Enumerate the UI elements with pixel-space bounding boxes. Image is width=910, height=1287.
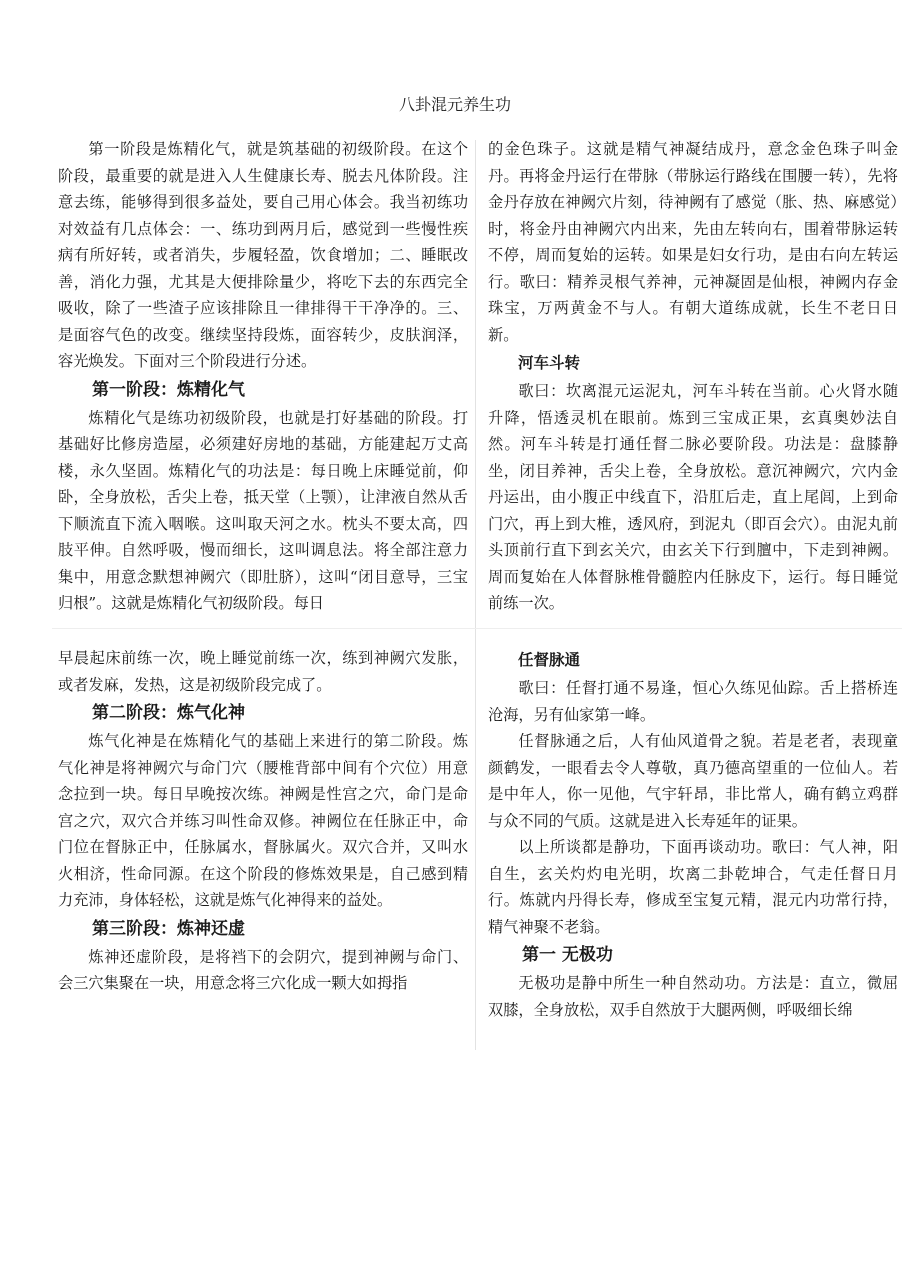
right-column-top: [488, 136, 898, 617]
stage-two-paragraph: 炼气化神是在炼精化气的基础上来进行的第二阶段。炼气化神是将神阙穴与命门穴（腰椎背部中间有个穴位）用意念拉到一块。每日早晚按次练。神阙是性宫之穴，命门是命宫之穴，双穴合并练习叫性命双修。神阙位在任脉正中，命门位在督脉正中，任脉属水，督脉属火。双穴合并，又叫水火相济，性命同源。在这个阶段的修炼效果是，自己感到精力充沛，身体轻松，这就是炼气化神得来的益处。: [58, 732, 468, 909]
dynamic-intro-paragraph: 以上所谈都是静功，下面再谈动功。歌曰：气人神，阳自生，玄关灼灼电光明，坎离二卦乾坤合，气走任督日月行。炼就内丹得长寿，修成至宝复元精，混元内功常行持，精气神聚不老翁。: [488, 838, 898, 936]
heading-ren-du: 任督脉通: [518, 650, 581, 669]
left-column-bottom: [58, 645, 468, 997]
left-column-top: [58, 136, 468, 617]
heading-stage-two: 第二阶段：炼气化神: [92, 703, 245, 723]
golden-pearl-paragraph: 的金色珠子。这就是精气神凝结成丹，意念金色珠子叫金丹。再将金丹运行在带脉（带脉运行路线在围腰一转），先将金丹存放在神阙穴片刻，待神阙有了感觉（胀、热、麻感觉）时，将金丹由神阙穴内出来，先由左转向右，围着带脉运转不停，周而复始的运转。如果是妇女行功，是由右向左转运行。歌曰：精养灵根气养神，元神凝固是仙根，神阙内存金珠宝，万两黄金不与人。有朝大道练成就，长生不老日日新。: [488, 140, 898, 344]
column-divider: [475, 140, 476, 1050]
stage-one-paragraph: 炼精化气是练功初级阶段，也就是打好基础的阶段。打基础好比修房造屋，必须建好房地的基础，方能建起万丈高楼，永久坚固。炼精化气的功法是：每日晚上床睡觉前，仰卧，全身放松，舌尖上卷，抵天堂（上颚），让津液自然从舌下顺流直下流入咽喉。这叫取天河之水。枕头不要太高，四肢平伸。自然呼吸，慢而细长，这叫调息法。将全部注意力集中，用意念默想神阙穴（即肚脐），这叫“闭目意导，三宝归根”。这就是炼精化气初级阶段。每日: [58, 408, 468, 612]
river-cart-paragraph: 歌曰：坎离混元运泥丸，河车斗转在当前。心火肾水随升降，悟透灵机在眼前。炼到三宝成正果，玄真奥妙法自然。河车斗转是打通任督二脉必要阶段。功法是：盘膝静坐，闭目养神，舌尖上卷，全身放松。意沉神阙穴，穴内金丹运出，由小腹正中线直下，沿肛后走，直上尾闾，上到命门穴，再上到大椎，透风府，到泥丸（即百会穴）。由泥丸前头顶前行直下到玄关穴，由玄关下行到膻中，下走到神阙。周而复始在人体督脉椎骨髓腔内任脉皮下，运行。每日睡觉前练一次。: [488, 382, 898, 612]
page-title: 八卦混元养生功: [398, 95, 511, 114]
section-rule: [52, 628, 902, 629]
heading-river-cart: 河车斗转: [518, 353, 581, 372]
heading-stage-one: 第一阶段：炼精化气: [92, 379, 245, 400]
heading-wuji: 第一 无极功: [522, 945, 613, 965]
stage-one-continued: 早晨起床前练一次，晚上睡觉前练一次，练到神阙穴发胀，或者发麻，发热，这是初级阶段完成了。: [58, 649, 468, 694]
stage-three-paragraph: 炼神还虚阶段，是将裆下的会阴穴，提到神阙与命门、会三穴集聚在一块，用意念将三穴化成一颗大如拇指: [58, 947, 468, 992]
ren-du-song: 歌曰：任督打通不易逢，恒心久练见仙踪。舌上搭桥连沧海，另有仙家第一峰。: [488, 679, 898, 724]
right-column-bottom: [488, 645, 898, 1023]
heading-stage-three: 第三阶段：炼神还虚: [92, 918, 245, 939]
ren-du-paragraph: 任督脉通之后，人有仙风道骨之貌。若是老者，表现童颜鹤发，一眼看去令人尊敬，真乃德高望重的一位仙人。若是中年人，你一见他，气宇轩昂，非比常人，确有鹤立鸡群与众不同的气质。这就是进入长寿延年的证果。: [488, 732, 898, 830]
wuji-paragraph: 无极功是静中所生一种自然动功。方法是：直立，微屈双膝，全身放松，双手自然放于大腿两侧，呼吸细长绵: [488, 974, 898, 1019]
intro-paragraph: 第一阶段是炼精化气，就是筑基础的初级阶段。在这个阶段，最重要的就是进入人生健康长寿、脱去凡体阶段。注意去练，能够得到很多益处，要自己用心体会。我当初练功对效益有几点体会：一、练功到两月后，感觉到一些慢性疾病有所好转，或者消失，步履轻盈，饮食增加；二、睡眠改善，消化力强，尤其是大便排除量少，将吃下去的东西完全吸收，除了一些渣子应该排除且一律排得干干净净的。三、是面容气色的改变。继续坚持段炼，面容转少，皮肤润泽，容光焕发。下面对三个阶段进行分述。: [58, 140, 468, 370]
